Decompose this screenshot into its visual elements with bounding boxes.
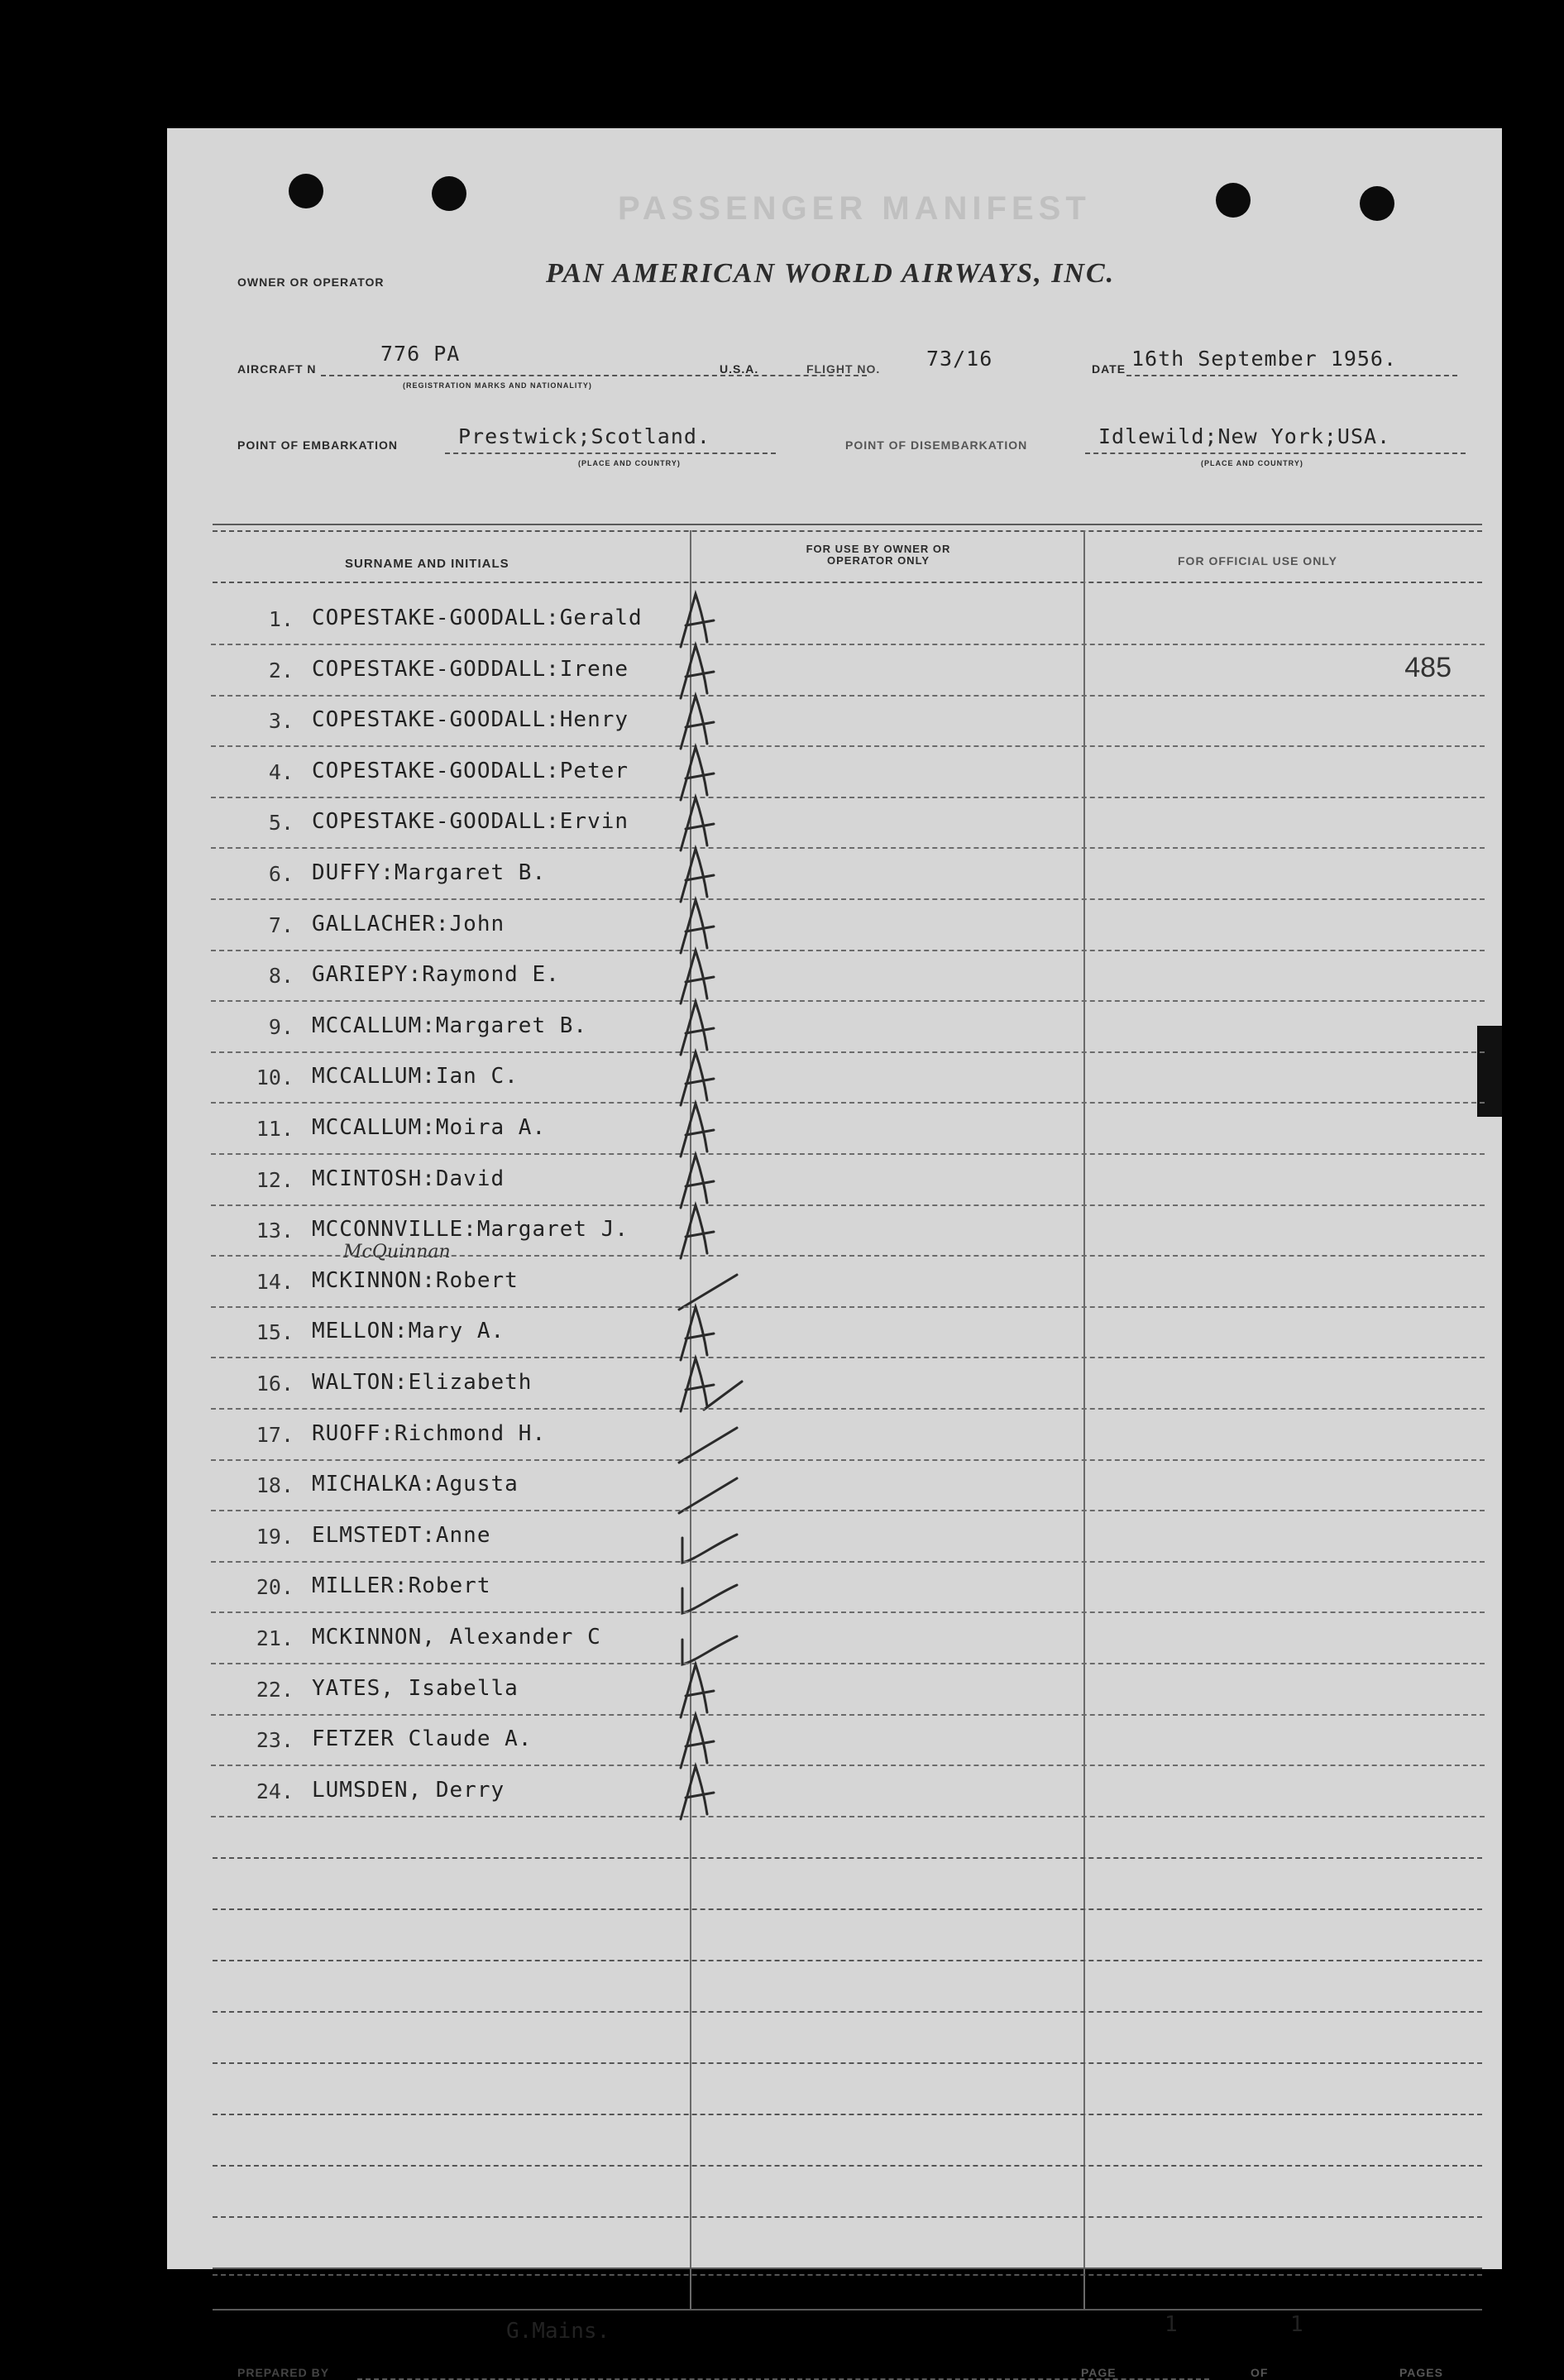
passenger-name: MCKINNON, Alexander C [312, 1625, 601, 1650]
passenger-row [211, 1410, 1485, 1461]
passenger-name: ELMSTEDT:Anne [312, 1522, 491, 1548]
passenger-name: MCCALLUM:Margaret B. [312, 1013, 588, 1038]
passenger-row [211, 645, 1485, 697]
passenger-number: 4. [268, 759, 294, 784]
passenger-row [211, 951, 1485, 1002]
aircraft-label: AIRCRAFT N [237, 362, 317, 376]
passenger-row [211, 1052, 1485, 1104]
passenger-name: MICHALKA:Agusta [312, 1472, 519, 1497]
passenger-name: FETZER Claude A. [312, 1726, 533, 1752]
row-rule [211, 1816, 1485, 1817]
passenger-row [211, 849, 1485, 900]
pages-label: PAGES [1399, 2366, 1443, 2379]
passenger-number: 18. [256, 1473, 294, 1498]
company-name: PAN AMERICAN WORLD AIRWAYS, INC. [546, 258, 1116, 289]
passenger-number: 12. [256, 1167, 294, 1192]
passenger-number: 10. [256, 1065, 294, 1090]
flight-value: 73/16 [926, 347, 993, 371]
passenger-row [211, 797, 1485, 849]
passenger-name: RUOFF:Richmond H. [312, 1420, 547, 1446]
page-label: PAGE [1081, 2366, 1117, 2379]
passenger-number: 16. [256, 1372, 294, 1396]
passenger-name: MCCONNVILLE:Margaret J. [312, 1217, 629, 1243]
passenger-name: MELLON:Mary A. [312, 1319, 505, 1344]
owner-label: OWNER OR OPERATOR [237, 275, 385, 289]
official-entry: 485 [1404, 651, 1452, 683]
aircraft-value: 776 PA [380, 342, 461, 366]
passenger-name: MCCALLUM:Ian C. [312, 1064, 519, 1089]
passenger-row [211, 1715, 1485, 1766]
passenger-row [211, 1358, 1485, 1410]
passenger-name: COPESTAKE-GOODALL:Peter [312, 758, 629, 783]
passenger-number: 13. [256, 1219, 294, 1243]
passenger-name: MILLER:Robert [312, 1573, 491, 1599]
passenger-name: COPESTAKE-GOODALL:Ervin [312, 809, 629, 835]
passenger-row [211, 1766, 1485, 1817]
passenger-number: 9. [268, 1014, 294, 1039]
disembark-sublabel: (PLACE AND COUNTRY) [1201, 459, 1303, 467]
surname-column-header: SURNAME AND INITIALS [345, 557, 509, 571]
passenger-number: 11. [256, 1117, 294, 1141]
passenger-number: 19. [256, 1524, 294, 1549]
passenger-row [211, 594, 1485, 645]
passenger-row [211, 1664, 1485, 1716]
passenger-row [211, 900, 1485, 951]
embark-value: Prestwick;Scotland. [458, 424, 710, 448]
passenger-row [211, 1562, 1485, 1613]
passenger-name: MCCALLUM:Moira A. [312, 1115, 547, 1140]
of-label: OF [1251, 2366, 1269, 2379]
embark-label: POINT OF EMBARKATION [237, 438, 398, 452]
usa-label: U.S.A. [720, 362, 759, 376]
passenger-row [211, 1307, 1485, 1358]
punch-hole [1360, 186, 1394, 221]
page-value: 1 [1165, 2312, 1178, 2337]
disembark-value: Idlewild;New York;USA. [1098, 424, 1391, 448]
passenger-row [211, 696, 1485, 747]
passenger-name: MCINTOSH:David [312, 1166, 505, 1191]
passenger-row [211, 1511, 1485, 1563]
passenger-name: DUFFY:Margaret B. [312, 860, 547, 885]
passenger-name: COPESTAKE-GOODALL:Henry [312, 707, 629, 733]
passenger-name: LUMSDEN, Derry [312, 1777, 505, 1803]
flight-label: FLIGHT NO. [806, 362, 881, 376]
form-title: PASSENGER MANIFEST [618, 190, 1091, 227]
passenger-row [211, 1104, 1485, 1155]
handwritten-correction: McQuinnan [343, 1241, 451, 1262]
prepared-by-value: G.Mains. [506, 2319, 610, 2344]
passenger-number: 17. [256, 1422, 294, 1447]
passenger-row [211, 1002, 1485, 1053]
passenger-number: 5. [268, 811, 294, 836]
passenger-number: 22. [256, 1677, 294, 1702]
passenger-number: 20. [256, 1575, 294, 1600]
passenger-number: 15. [256, 1320, 294, 1345]
punch-hole [1216, 183, 1251, 218]
passenger-number: 6. [268, 862, 294, 886]
passenger-name: GARIEPY:Raymond E. [312, 962, 560, 988]
passenger-number: 1. [268, 607, 294, 631]
passenger-name: GALLACHER:John [312, 911, 505, 936]
passenger-name: COPESTAKE-GOODALL:Gerald [312, 606, 643, 630]
passenger-number: 3. [268, 709, 294, 734]
passenger-row [211, 1241, 1485, 1308]
passenger-row [211, 1460, 1485, 1511]
passenger-number: 8. [268, 964, 294, 989]
owner-use-column-header: FOR USE BY OWNER OR OPERATOR ONLY [806, 543, 951, 567]
disembark-label: POINT OF DISEMBARKATION [845, 438, 1028, 452]
prepared-by-label: PREPARED BY [237, 2366, 330, 2379]
passenger-number: 2. [268, 658, 294, 682]
aircraft-sublabel: (REGISTRATION MARKS AND NATIONALITY) [403, 381, 592, 390]
punch-hole [432, 176, 466, 211]
passenger-row [211, 1155, 1485, 1206]
passenger-number: 24. [256, 1779, 294, 1803]
passenger-number: 14. [256, 1269, 294, 1294]
official-use-column-header: FOR OFFICIAL USE ONLY [1178, 554, 1337, 567]
of-value: 1 [1290, 2312, 1303, 2337]
passenger-number: 7. [268, 912, 294, 937]
punch-hole [289, 174, 323, 208]
passenger-name: YATES, Isabella [312, 1675, 519, 1701]
passenger-number: 21. [256, 1626, 294, 1650]
passenger-row [211, 747, 1485, 798]
date-label: DATE [1092, 362, 1126, 376]
passenger-name: COPESTAKE-GODDALL:Irene [312, 656, 629, 682]
passenger-row [211, 1613, 1485, 1664]
passenger-number: 23. [256, 1728, 294, 1753]
date-value: 16th September 1956. [1131, 347, 1398, 371]
passenger-name: MCKINNON:Robert [312, 1267, 519, 1293]
passenger-name: WALTON:Elizabeth [312, 1370, 533, 1395]
embark-sublabel: (PLACE AND COUNTRY) [578, 459, 681, 467]
